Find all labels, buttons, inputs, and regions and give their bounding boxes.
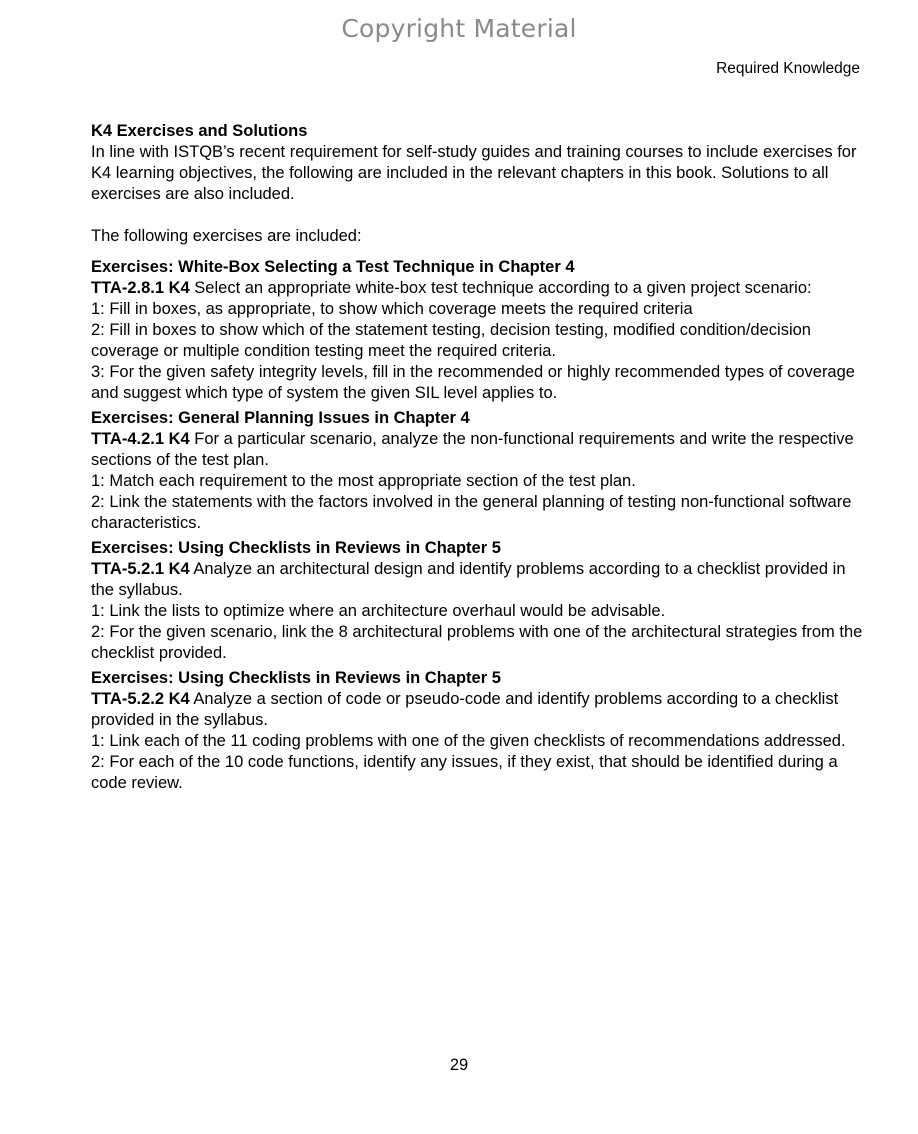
objective-code: TTA-2.8.1 K4 bbox=[91, 279, 190, 297]
exercise-item: 2: Link the statements with the factors involved in the general planning of testing non-functional software characteristics. bbox=[91, 493, 852, 532]
objective-text: Analyze an architectural design and identify problems according to a checklist provided in the syllabus. bbox=[91, 560, 846, 599]
objective-text: Analyze a section of code or pseudo-code and identify problems according to a checklist provided in the syllabus. bbox=[91, 690, 839, 729]
section-title: K4 Exercises and Solutions bbox=[91, 122, 308, 140]
exercise-item: 2: For the given scenario, link the 8 architectural problems with one of the architectural strategies from the checklist provided. bbox=[91, 623, 863, 662]
exercise-item: 2: Fill in boxes to show which of the statement testing, decision testing, modified condition/decision coverage or multiple condition testing meet the required criteria. bbox=[91, 321, 811, 360]
exercise-item: 1: Link each of the 11 coding problems with one of the given checklists of recommendations addressed. bbox=[91, 732, 846, 750]
objective-text: Select an appropriate white-box test technique according to a given project scenario: bbox=[189, 279, 812, 297]
running-head: Required Knowledge bbox=[716, 60, 860, 77]
objective-text: For a particular scenario, analyze the non-functional requirements and write the respective sections of the test plan. bbox=[91, 430, 854, 469]
learning-objective bbox=[91, 689, 863, 731]
objective-code: TTA-5.2.1 K4 bbox=[91, 560, 190, 578]
exercise-item: 3: For the given safety integrity levels, fill in the recommended or highly recommended types of coverage and suggest which type of system the given SIL level applies to. bbox=[91, 363, 855, 402]
objective-code: TTA-5.2.2 K4 bbox=[91, 690, 190, 708]
objective-code: TTA-4.2.1 K4 bbox=[91, 430, 190, 448]
learning-objective bbox=[91, 559, 863, 601]
exercise-heading: Exercises: General Planning Issues in Chapter 4 bbox=[91, 409, 470, 427]
exercise-item: 2: For each of the 10 code functions, identify any issues, if they exist, that should be identified during a code review. bbox=[91, 753, 838, 792]
exercise-group bbox=[91, 538, 863, 664]
intro-paragraph: In line with ISTQB’s recent requirement for self-study guides and training courses to include exercises for K4 learning objectives, the following are included in the relevant chapters in this book. Solutions to all exercises are also included. bbox=[91, 143, 857, 203]
learning-objective bbox=[91, 278, 863, 299]
exercise-heading: Exercises: Using Checklists in Reviews in Chapter 5 bbox=[91, 539, 501, 557]
page-number: 29 bbox=[449, 1056, 469, 1074]
exercise-group bbox=[91, 668, 863, 794]
exercise-group bbox=[91, 408, 863, 534]
copyright-watermark: Copyright Material bbox=[341, 14, 577, 43]
exercise-item: 1: Link the lists to optimize where an architecture overhaul would be advisable. bbox=[91, 602, 666, 620]
lead-paragraph: The following exercises are included: bbox=[91, 227, 362, 245]
learning-objective bbox=[91, 429, 863, 471]
exercise-item: 1: Match each requirement to the most appropriate section of the test plan. bbox=[91, 472, 636, 490]
exercise-heading: Exercises: White-Box Selecting a Test Technique in Chapter 4 bbox=[91, 258, 575, 276]
exercise-group bbox=[91, 257, 863, 404]
page-body bbox=[91, 121, 863, 794]
exercise-heading: Exercises: Using Checklists in Reviews in Chapter 5 bbox=[91, 669, 501, 687]
exercise-item: 1: Fill in boxes, as appropriate, to show which coverage meets the required criteria bbox=[91, 300, 693, 318]
